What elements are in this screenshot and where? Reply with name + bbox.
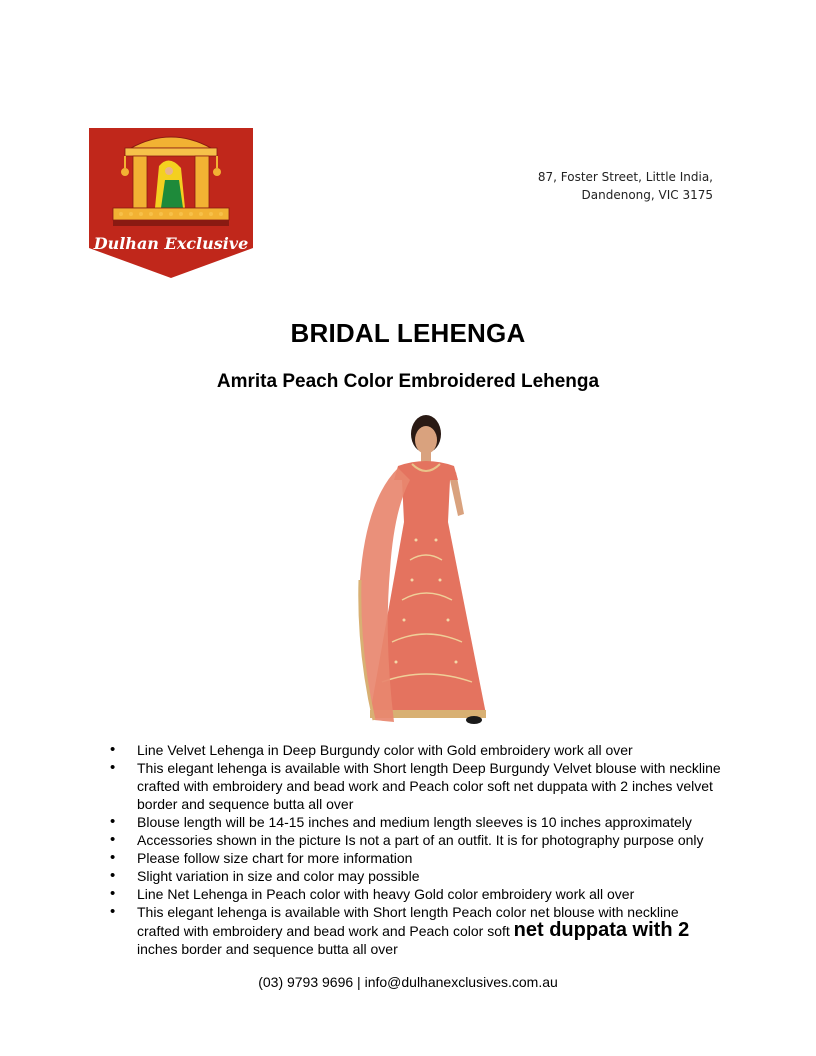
brand-logo xyxy=(89,128,253,278)
product-title: Amrita Peach Color Embroidered Lehenga xyxy=(216,371,600,392)
feature-item: • Accessories shown in the picture Is not a part of an outfit. It is for photography purpose only xyxy=(110,831,730,849)
logo-text: Dulhan Exclusive xyxy=(93,234,249,253)
contact-footer: (03) 9793 9696 | info@dulhanexclusives.com.au xyxy=(258,974,558,990)
feature-item: • Blouse length will be 14-15 inches and medium length sleeves is 10 inches approximately xyxy=(110,813,730,831)
address-line-2: Dandenong, VIC 3175 xyxy=(581,188,713,202)
feature-item: • Slight variation in size and color may possible xyxy=(110,867,730,885)
feature-item: • Line Velvet Lehenga in Deep Burgundy color with Gold embroidery work all over xyxy=(110,741,730,759)
product-photo xyxy=(346,410,506,732)
feature-text: inches border and sequence butta all over xyxy=(137,941,398,957)
feature-emphasis: net duppata with 2 xyxy=(513,919,690,941)
feature-text: crafted with embroidery and bead work and Peach color soft xyxy=(137,923,514,939)
feature-item xyxy=(110,903,730,958)
feature-item: • This elegant lehenga is available with Short length Deep Burgundy Velvet blouse with neckline crafted with embroidery and bead work and Peach color soft net duppata with 2 inches velvet border and sequence butta all over xyxy=(110,759,730,813)
feature-item: • Please follow size chart for more information xyxy=(110,849,730,867)
address-line-1: 87, Foster Street, Little India, xyxy=(537,170,713,184)
store-address xyxy=(538,168,713,204)
feature-text: This elegant lehenga is available with Short length Peach color net blouse with neckline xyxy=(137,904,679,920)
page-title: BRIDAL LEHENGA xyxy=(290,318,526,348)
product-features xyxy=(110,741,730,958)
feature-item: • Line Net Lehenga in Peach color with heavy Gold color embroidery work all over xyxy=(110,885,730,903)
